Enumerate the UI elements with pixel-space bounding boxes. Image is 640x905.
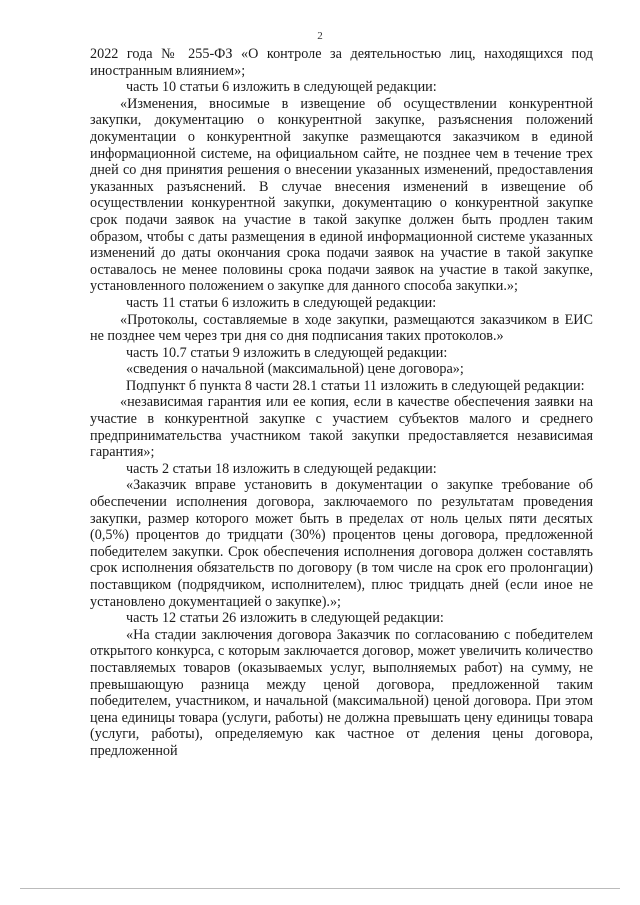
document-body <box>90 46 593 760</box>
scan-edge-line <box>20 888 620 889</box>
paragraph: Подпункт б пункта 8 части 28.1 статьи 11 изложить в следующей редакции: <box>126 377 585 394</box>
paragraph: «сведения о начальной (максимальной) цене договора»; <box>126 361 464 378</box>
paragraph: «Заказчик вправе установить в документации о закупке требование об обеспечении исполнения договора, заключаемого по результатам проведения закупки, размер которого может быть в пределах от ноль целых пяти десятых (0,5%) процентов до тридцати (30%) процентов цены договора, предложенной победителем закупки. Срок обеспечения исполнения договора должен составлять срок исполнения обязательств по договору (в том числе на срок его пролонгации) поставщиком (подрядчиком, исполнителем), плюс тридцать дней (если иное не установлено документацией о закупке).»; <box>90 477 593 610</box>
paragraph: «На стадии заключения договора Заказчик по согласованию с победителем открытого конкурса, с которым заключается договор, может увеличить количество поставляемых товаров (оказываемых услуг, выполняемых работ) на сумму, не превышающую разница между ценой договора, предложенной таким победителем, участником, и начальной (максимальной) ценой договора. При этом цена единицы товара (услуги, работы) не должна превышать цену единицы товара (услуги, работы), определяемую как частное от деления цены договора, предложенной <box>90 626 593 759</box>
paragraph: часть 10 статьи 6 изложить в следующей редакции: <box>126 79 437 96</box>
paragraph: «независимая гарантия или ее копия, если в качестве обеспечения заявки на участие в конкурентной закупке с участием субъектов малого и среднего предпринимательства участником такой закупки предоставляется независимая гарантия»; <box>90 394 593 461</box>
paragraph: часть 10.7 статьи 9 изложить в следующей редакции: <box>126 344 448 361</box>
paragraph: «Изменения, вносимые в извещение об осуществлении конкурентной закупки, документацию о конкурентной закупке, разъяснения положений документации о конкурентной закупке размещаются заказчиком в единой информационной системе, на официальном сайте, не позднее чем в течение трех дней со дня принятия решения о внесении указанных изменений, предоставления указанных разъяснений. В случае внесения изменений в извещение об осуществлении конкурентной закупки, документацию о конкурентной закупке срок подачи заявок на участие в такой закупке должен быть продлен таким образом, чтобы с даты размещения в единой информационной системе указанных изменений до даты окончания срока подачи заявок на участие в такой закупке оставалось не менее половины срока подачи заявок на участие в такой закупке, установленного положением о закупке для данного способа закупки.»; <box>90 95 593 295</box>
paragraph: часть 11 статьи 6 изложить в следующей редакции: <box>126 294 437 311</box>
page-number: 2 <box>317 30 323 42</box>
paragraph: 2022 года № 255-ФЗ «О контроле за деятельностью лиц, находящихся под иностранным влиянием»; <box>90 46 593 79</box>
paragraph: «Протоколы, составляемые в ходе закупки, размещаются заказчиком в ЕИС не позднее чем через три дня со дня подписания таких протоколов.» <box>90 311 593 345</box>
paragraph: часть 12 статьи 26 изложить в следующей редакции: <box>126 610 444 627</box>
paragraph: часть 2 статьи 18 изложить в следующей редакции: <box>126 460 437 477</box>
